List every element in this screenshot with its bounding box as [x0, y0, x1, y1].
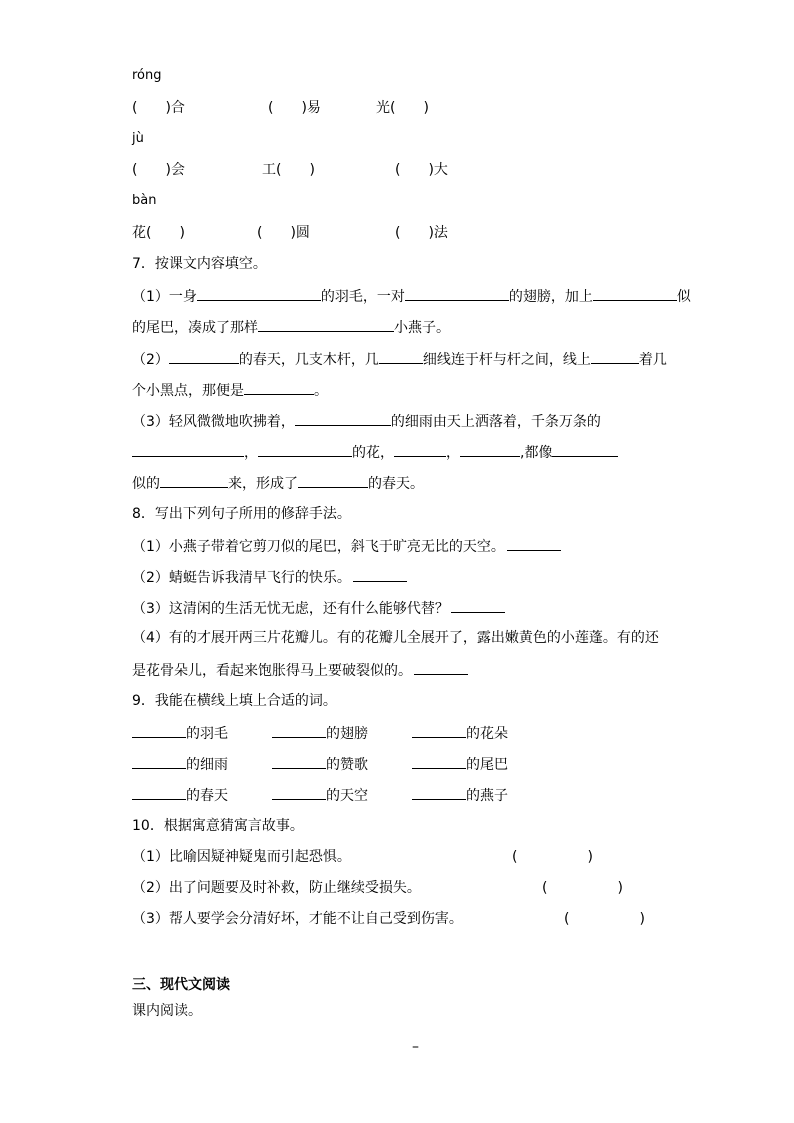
q7-line-6: [132, 442, 618, 462]
q9-cell: [132, 785, 228, 805]
q9-cell: [272, 723, 368, 743]
text: 的细雨由天上洒落着，千条万条的: [390, 414, 601, 430]
pinyin-ban: bàn: [132, 193, 157, 208]
text: 的燕子: [466, 788, 508, 804]
text: 的细雨: [186, 757, 228, 773]
answer-blank[interactable]: [451, 598, 505, 613]
q8-title: 8．写出下列句子所用的修辞手法。: [132, 506, 351, 522]
ban-item-3: ( )法: [395, 225, 448, 241]
text: 的翅膀: [326, 726, 368, 742]
answer-blank[interactable]: [258, 442, 352, 457]
q10-answer-2[interactable]: ( ): [542, 880, 623, 896]
text: 细线连于杆与杆之间，线上: [422, 352, 591, 368]
answer-blank[interactable]: [132, 723, 186, 738]
text: 的天空: [326, 788, 368, 804]
text: 的羽毛，一对: [320, 289, 405, 305]
q9-cell: [412, 785, 508, 805]
answer-blank[interactable]: [160, 473, 228, 488]
text: 的羽毛: [186, 726, 228, 742]
answer-blank[interactable]: [414, 660, 468, 675]
text: 的翅膀，加上: [508, 289, 593, 305]
pinyin-rong: róng: [132, 68, 162, 83]
ju-item-1: ( )会: [132, 162, 185, 178]
answer-blank[interactable]: [298, 473, 368, 488]
pinyin-ju: jù: [132, 131, 144, 146]
section-subtitle: 课内阅读。: [132, 1003, 202, 1019]
q9-cell: [272, 754, 368, 774]
text: 的花朵: [466, 726, 508, 742]
text: （3）轻风微微地吹拂着，: [132, 414, 295, 430]
answer-blank[interactable]: [591, 349, 639, 364]
q7-line-1: [132, 286, 691, 306]
answer-blank[interactable]: [405, 286, 509, 301]
text: 的春天，几支木杆，几: [238, 352, 379, 368]
answer-blank[interactable]: [593, 286, 677, 301]
answer-blank[interactable]: [272, 723, 326, 738]
answer-blank[interactable]: [552, 442, 618, 457]
answer-blank[interactable]: [353, 567, 407, 582]
text: ,都像: [520, 445, 553, 461]
text: （2）: [132, 352, 169, 368]
q8-item-4a: （4）有的才展开两三片花瓣儿。有的花瓣儿全展开了，露出嫩黄色的小莲蓬。有的还: [132, 630, 659, 646]
answer-blank[interactable]: [132, 785, 186, 800]
rong-item-3: 光( ): [376, 100, 429, 116]
q10-item-2: （2）出了问题要及时补救，防止继续受损失。: [132, 880, 421, 896]
answer-blank[interactable]: [460, 442, 520, 457]
answer-blank[interactable]: [272, 754, 326, 769]
text: 似: [676, 289, 691, 305]
answer-blank[interactable]: [507, 536, 561, 551]
text: 的花，: [352, 445, 394, 461]
q9-cell: [132, 754, 228, 774]
answer-blank[interactable]: [394, 442, 446, 457]
q10-item-1: （1）比喻因疑神疑鬼而引起恐惧。: [132, 849, 351, 865]
q9-cell: [132, 723, 228, 743]
q8-item-3: [132, 598, 505, 618]
answer-blank[interactable]: [272, 785, 326, 800]
answer-blank[interactable]: [295, 411, 391, 426]
text: 似的: [132, 476, 160, 492]
answer-blank[interactable]: [169, 349, 239, 364]
text: （1）一身: [132, 289, 197, 305]
section-title: 三、现代文阅读: [132, 977, 230, 993]
ju-item-3: ( )大: [395, 162, 448, 178]
answer-blank[interactable]: [197, 286, 321, 301]
q8-item-1: [132, 536, 561, 556]
text: 。: [314, 383, 328, 399]
q9-cell: [272, 785, 368, 805]
q10-item-3: （3）帮人要学会分清好坏，才能不让自己受到伤害。: [132, 911, 463, 927]
rong-item-1: ( )合: [132, 100, 185, 116]
text: 的赞歌: [326, 757, 368, 773]
ju-item-2: 工( ): [262, 162, 315, 178]
q7-line-2: [132, 317, 450, 337]
text: 的尾巴: [466, 757, 508, 773]
text: 个小黑点，那便是: [132, 383, 244, 399]
q9-cell: [412, 754, 508, 774]
q8-item-4b: [132, 660, 468, 680]
text: （3）这清闲的生活无忧无虑，还有什么能够代替？: [132, 601, 449, 617]
q9-title: 9．我能在横线上填上合适的词。: [132, 693, 337, 709]
text: （2）蜻蜓告诉我清早飞行的快乐。: [132, 570, 351, 586]
q7-line-5: [132, 411, 601, 431]
text: 的春天。: [368, 476, 424, 492]
q7-line-7: [132, 473, 424, 493]
q10-answer-3[interactable]: ( ): [564, 911, 645, 927]
answer-blank[interactable]: [244, 380, 314, 395]
text: （1）小燕子带着它剪刀似的尾巴，斜飞于旷亮无比的天空。: [132, 539, 505, 555]
answer-blank[interactable]: [258, 317, 394, 332]
text: 来，形成了: [228, 476, 298, 492]
text: ，: [244, 445, 258, 461]
q8-item-2: [132, 567, 407, 587]
q7-line-3: [132, 349, 667, 369]
rong-item-2: ( )易: [268, 100, 321, 116]
text: 的尾巴，凑成了那样: [132, 320, 258, 336]
q9-cell: [412, 723, 508, 743]
text: 的春天: [186, 788, 228, 804]
text: 着几: [638, 352, 667, 368]
answer-blank[interactable]: [412, 723, 466, 738]
answer-blank[interactable]: [412, 785, 466, 800]
ban-item-2: ( )圆: [257, 225, 310, 241]
text: 是花骨朵儿，看起来饱胀得马上要破裂似的。: [132, 663, 412, 679]
text: 小燕子。: [394, 320, 450, 336]
ban-item-1: 花( ): [132, 225, 185, 241]
q7-line-4: [132, 380, 328, 400]
answer-blank[interactable]: [412, 754, 466, 769]
answer-blank[interactable]: [132, 754, 186, 769]
q10-title: 10．根据寓意猜寓言故事。: [132, 818, 304, 834]
answer-blank[interactable]: [379, 349, 423, 364]
q10-answer-1[interactable]: ( ): [512, 849, 593, 865]
text: ，: [446, 445, 460, 461]
q7-title: 7．按课文内容填空。: [132, 256, 267, 272]
answer-blank[interactable]: [132, 442, 244, 457]
page-footer-mark: –: [412, 1039, 419, 1055]
